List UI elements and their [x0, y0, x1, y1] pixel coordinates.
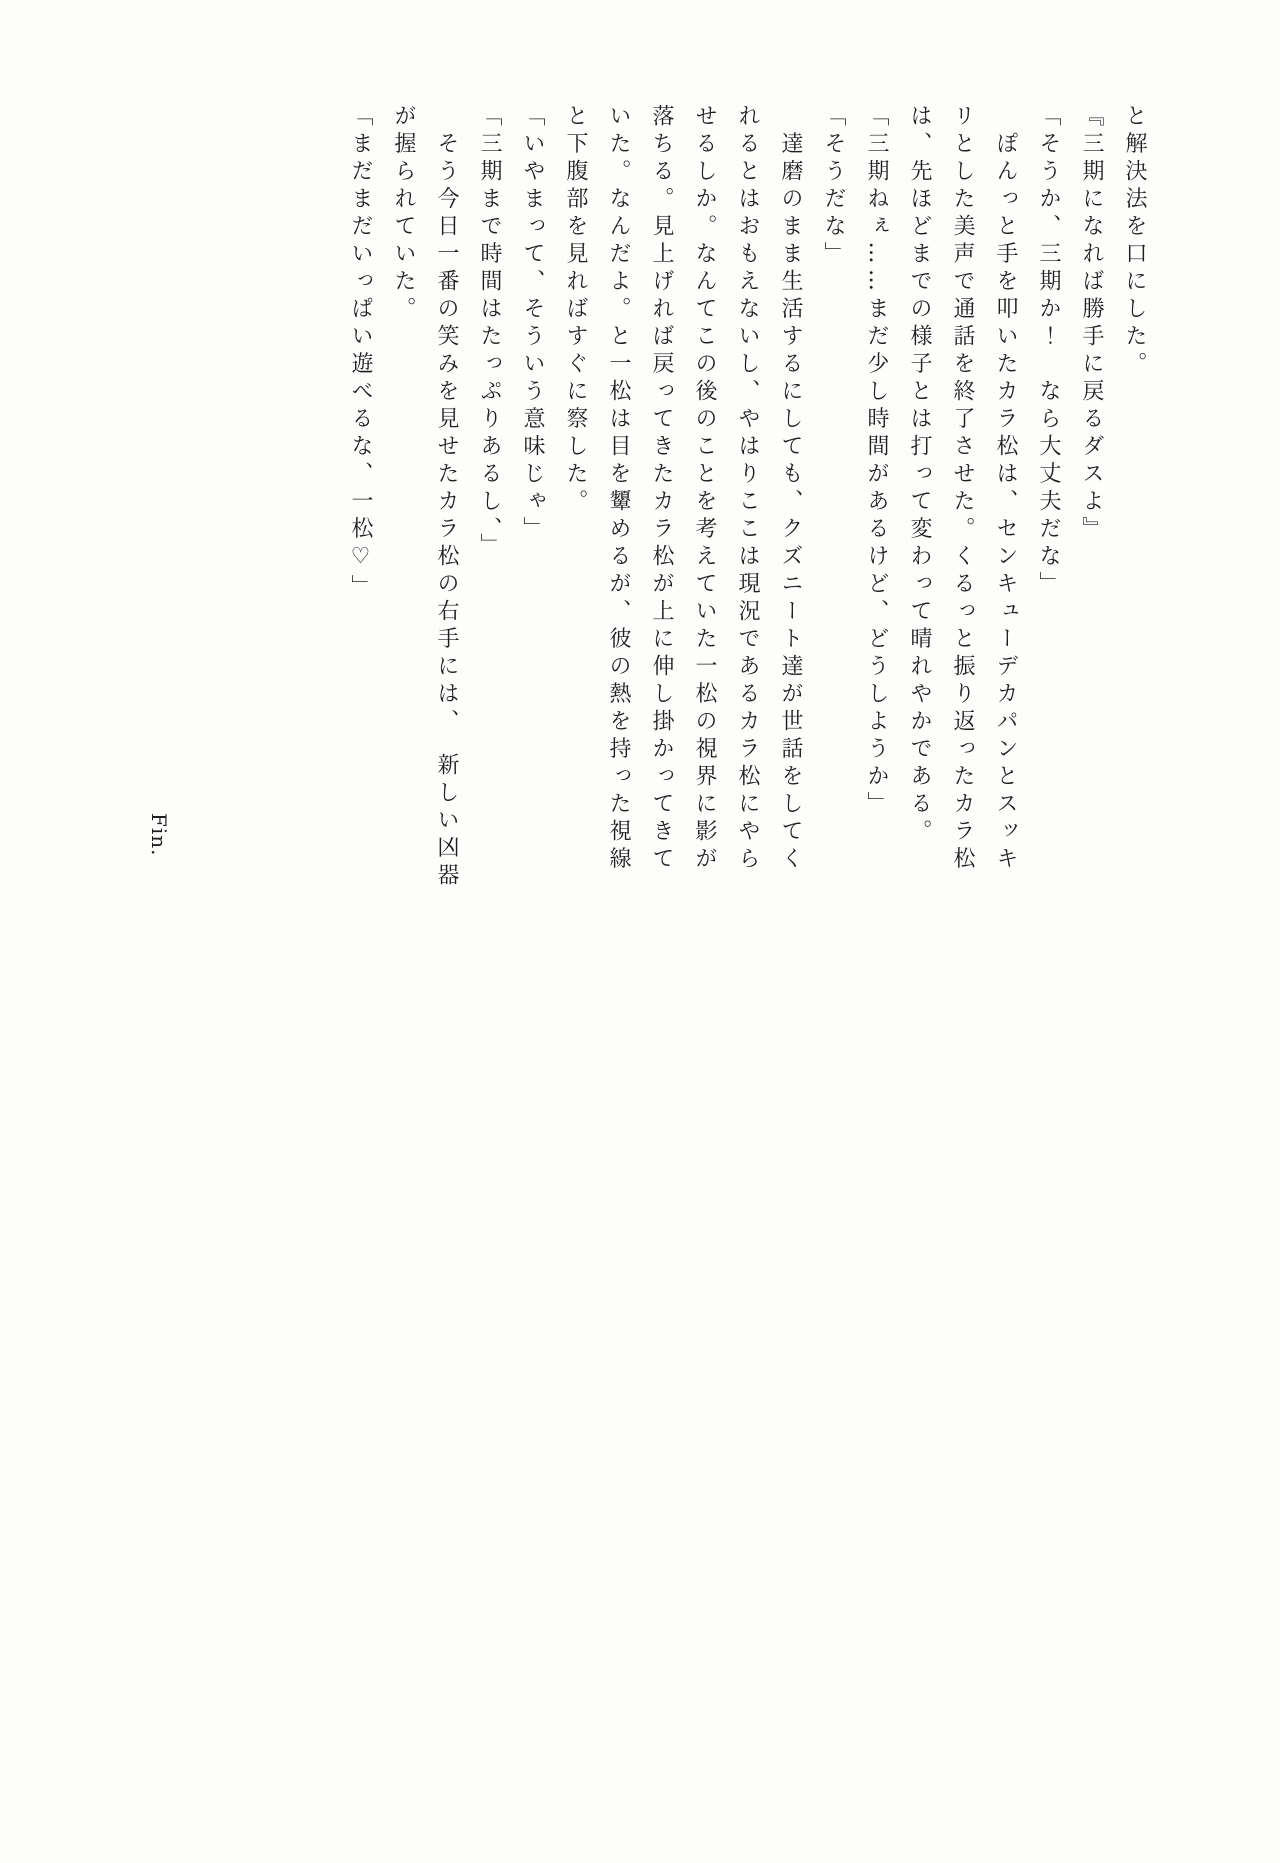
text-line: せるしか。なんてこの後のことを考えていた一松の視界に影が [692, 104, 717, 874]
text-line: 『三期になれば勝手に戻るダスよ』 [1079, 104, 1104, 544]
text-line: 「三期ねぇ……まだ少し時間があるけど、どうしようか」 [864, 104, 889, 819]
text-line: が握られていた。 [391, 104, 416, 324]
body-text [339, 104, 1156, 919]
text-line: れるとはおもえないし、やはりここは現況であるカラ松にやら [735, 104, 760, 874]
text-line: リとした美声で通話を終了させた。くるっと振り返ったカラ松 [950, 104, 975, 874]
text-line: は、先ほどまでの様子とは打って変わって晴れやかである。 [907, 104, 932, 847]
text-line: 「そうか、三期か！ なら大丈夫だな」 [1036, 104, 1061, 599]
text-line: 達磨のまま生活するにしても、クズニート達が世話をしてく [778, 104, 803, 874]
text-line: そう今日一番の笑みを見せたカラ松の右手には、 新しい凶器 [434, 104, 459, 891]
text-line: と下腹部を見ればすぐに察した。 [563, 104, 588, 517]
text-line: 「そうだな」 [821, 104, 846, 269]
text-line: ぽんっと手を叩いたカラ松は、センキューデカパンとスッキ [993, 104, 1018, 874]
text-line: 落ちる。見上げれば戻ってきたカラ松が上に伸し掛かってきて [649, 104, 674, 874]
text-line: と解決法を口にした。 [1122, 104, 1147, 379]
text-line: いた。なんだよ。と一松は目を顰めるが、彼の熱を持った視線 [606, 104, 631, 874]
fin-label: Fin. [147, 813, 171, 857]
text-line: 「三期まで時間はたっぷりあるし、」 [477, 104, 502, 561]
text-line: 「いやまって、そういう意味じゃ」 [520, 104, 545, 544]
text-line: 「まだまだいっぱい遊べるな、一松♡」 [348, 104, 373, 602]
